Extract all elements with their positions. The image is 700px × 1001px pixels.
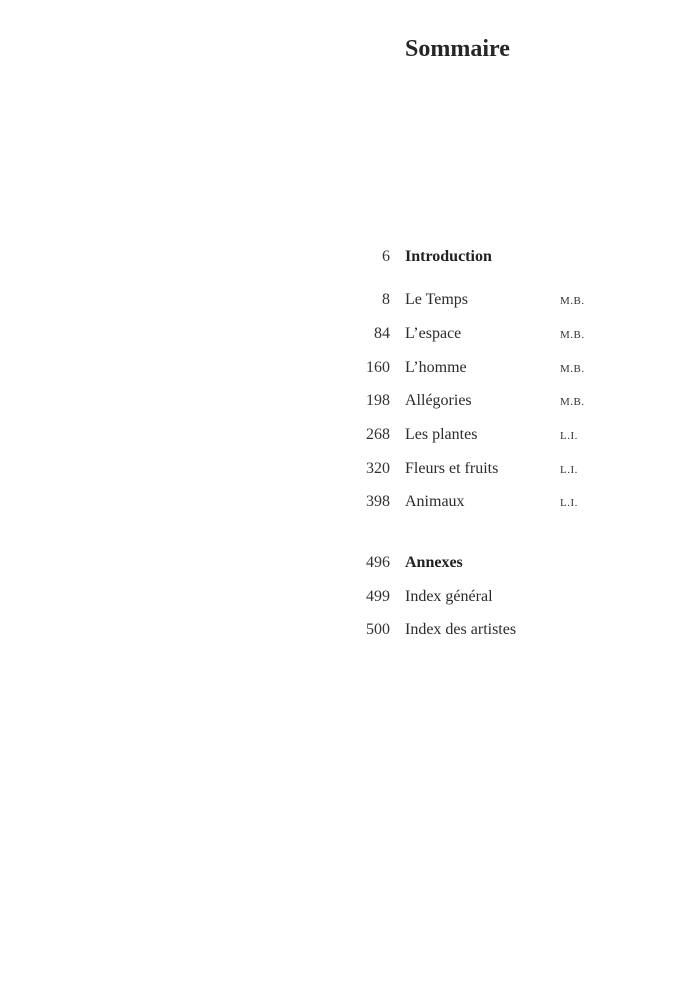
section-heading: Introduction [405, 248, 492, 265]
toc-entry[interactable] [0, 288, 700, 312]
author-initials: L.I. [560, 430, 578, 442]
chapter-title: Allégories [405, 392, 472, 409]
toc-entry[interactable] [0, 490, 700, 514]
page-number: 398 [366, 493, 390, 510]
toc-entry[interactable] [0, 585, 700, 609]
toc-entry-annexes[interactable] [0, 551, 700, 575]
chapter-title: Les plantes [405, 426, 478, 443]
page-number: 198 [366, 392, 390, 409]
page-number: 496 [366, 554, 390, 571]
toc-entry-introduction[interactable] [0, 245, 700, 269]
toc-entry[interactable] [0, 389, 700, 413]
toc-entry[interactable] [0, 356, 700, 380]
page-number: 160 [366, 359, 390, 376]
page-number: 6 [382, 248, 390, 265]
author-initials: L.I. [560, 497, 578, 509]
toc-entry[interactable] [0, 423, 700, 447]
toc-entry[interactable] [0, 618, 700, 642]
author-initials: M.B. [560, 396, 585, 408]
author-initials: M.B. [560, 295, 585, 307]
chapter-title: L’homme [405, 359, 467, 376]
toc-entry[interactable] [0, 322, 700, 346]
index-title: Index général [405, 588, 493, 605]
chapter-title: Le Temps [405, 291, 469, 308]
chapter-title: Animaux [405, 493, 465, 510]
page-number: 320 [366, 460, 390, 477]
page-number: 84 [374, 325, 390, 342]
chapter-title: Fleurs et fruits [405, 460, 499, 477]
page-number: 500 [366, 621, 390, 638]
page-title: Sommaire [405, 36, 510, 62]
page-number: 268 [366, 426, 390, 443]
author-initials: L.I. [560, 464, 578, 476]
toc-entry[interactable] [0, 457, 700, 481]
author-initials: M.B. [560, 329, 585, 341]
page-number: 8 [382, 291, 390, 308]
index-title: Index des artistes [405, 621, 517, 638]
author-initials: M.B. [560, 363, 585, 375]
page-number: 499 [366, 588, 390, 605]
section-heading: Annexes [405, 554, 463, 571]
chapter-title: L’espace [405, 325, 462, 342]
